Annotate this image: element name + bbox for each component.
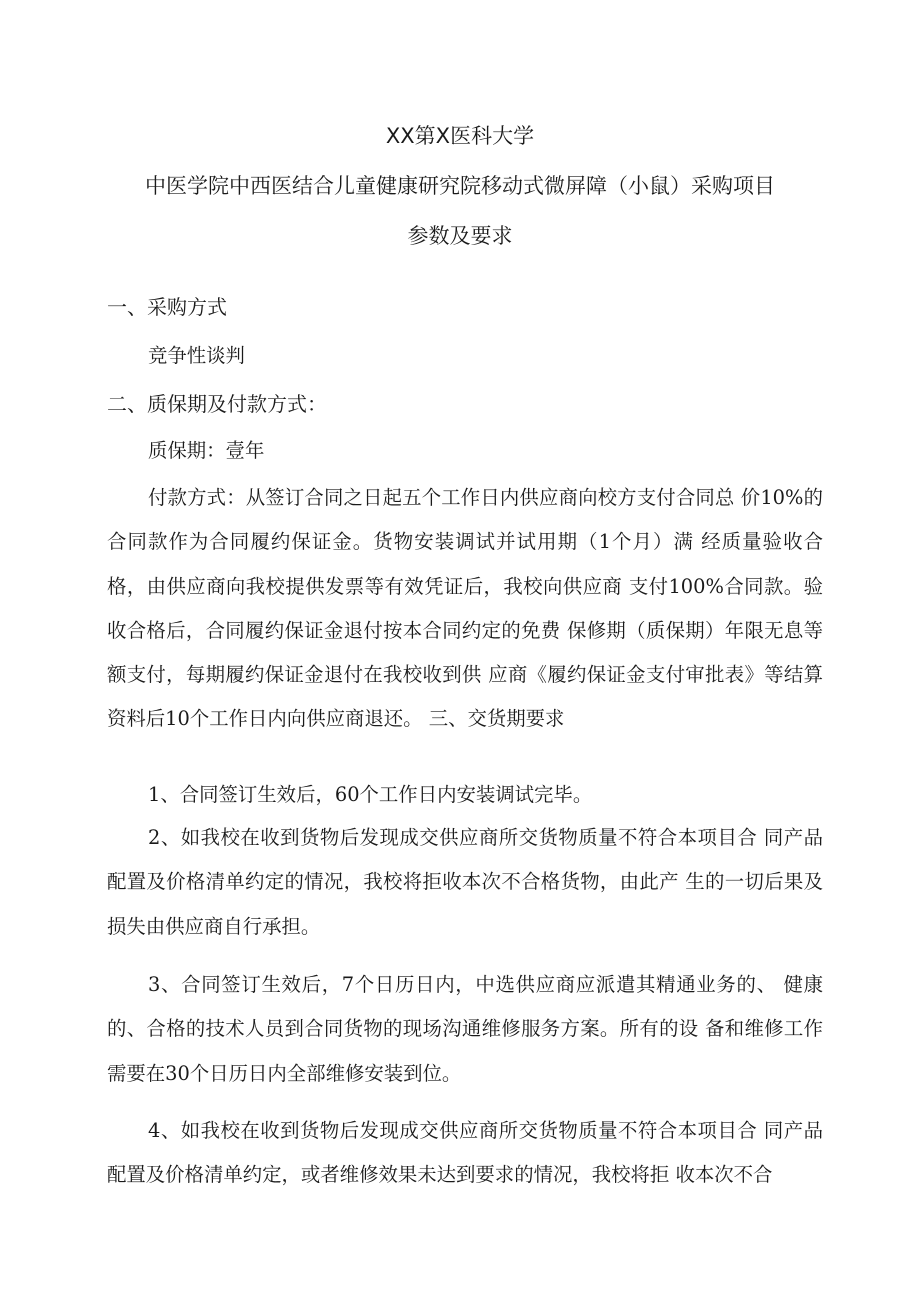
delivery-item-4: 4、如我校在收到货物后发现成交供应商所交货物质量不符合本项目合 同产品配置及价格清单约定，或者维修效果未达到要求的情况，我校将拒 收本次不合: [107, 1119, 823, 1187]
procurement-method-value: 竞争性谈判: [148, 344, 245, 367]
delivery-item-1: 1、合同签订生效后，60个工作日内安装调试完毕。: [148, 783, 593, 806]
section-heading-warranty-payment: 二、质保期及付款方式：: [107, 392, 327, 416]
delivery-item-2: 2、如我校在收到货物后发现成交供应商所交货物质量不符合本项目合 同产品配置及价格清单约定的情况，我校将拒收本次不合格货物，由此产 生的一切后果及损失由供应商自行承担。: [107, 826, 823, 938]
warranty-period-text: 质保期：壹年: [148, 439, 265, 462]
delivery-item-3: 3、合同签订生效后，7个日历日内，中选供应商应派遣其精通业务的、 健康的、合格的技术人员到合同货物的现场沟通维修服务方案。所有的设 备和维修工作需要在30个日历日内全部维修安装到位。: [107, 973, 823, 1085]
document-title-subject: 参数及要求: [407, 224, 513, 248]
document-title-university: XX第X医科大学: [385, 124, 535, 148]
document-title-project: 中医学院中西医结合儿童健康研究院移动式微屏障（小鼠）采购项目: [145, 174, 775, 198]
section-heading-procurement-method: 一、采购方式: [107, 295, 227, 319]
payment-terms-paragraph: 付款方式：从签订合同之日起五个工作日内供应商向校方支付合同总 价10%的合同款作为合同履约保证金。货物安装调试并试用期（1个月）满 经质量验收合格，由供应商向我校提供发票等有效凭证后，我校向供应商 支付100%合同款。验收合格后，合同履约保证金退付按本合同约定的免费 保修期（质保期）年限无息等额支付，每期履约保证金退付在我校收到供 应商《履约保证金支付审批表》等结算资料后10个工作日内向供应商退还。 三、交货期要求: [107, 486, 823, 731]
